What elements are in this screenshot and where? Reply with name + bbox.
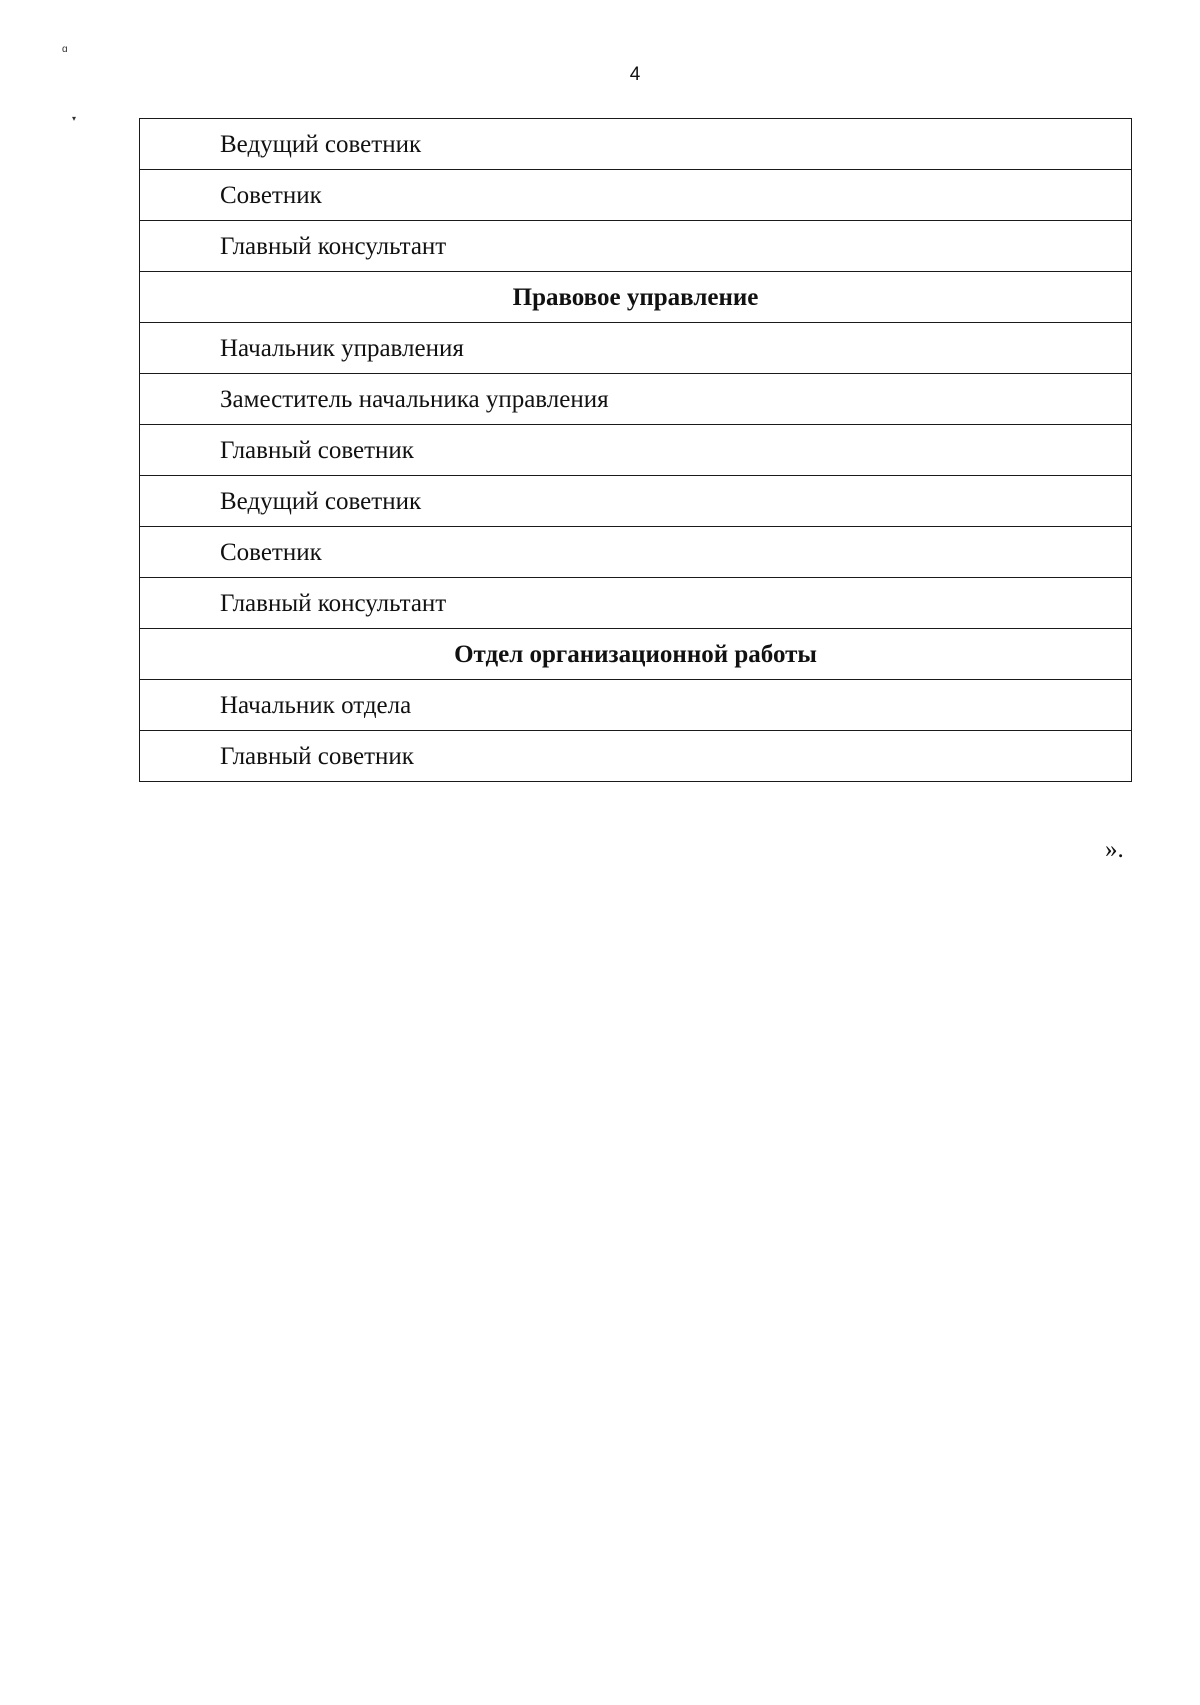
closing-quote: ». xyxy=(1105,836,1124,863)
table-body xyxy=(140,119,1132,782)
table-row xyxy=(140,221,1132,272)
table-row xyxy=(140,476,1132,527)
position-title: Главный консультант xyxy=(140,221,1132,272)
table-row xyxy=(140,170,1132,221)
position-title: Ведущий советник xyxy=(140,476,1132,527)
table-row xyxy=(140,680,1132,731)
position-title: Советник xyxy=(140,170,1132,221)
section-header-row xyxy=(140,629,1132,680)
scan-speck: ɑ xyxy=(62,44,68,55)
position-title: Главный советник xyxy=(140,425,1132,476)
table-row xyxy=(140,374,1132,425)
section-title: Отдел организационной работы xyxy=(140,629,1132,680)
table-row xyxy=(140,323,1132,374)
scan-speck: ▾ xyxy=(72,114,77,123)
position-title: Советник xyxy=(140,527,1132,578)
position-title: Ведущий советник xyxy=(140,119,1132,170)
table-row xyxy=(140,425,1132,476)
table-row xyxy=(140,119,1132,170)
position-title: Главный советник xyxy=(140,731,1132,782)
position-title: Начальник отдела xyxy=(140,680,1132,731)
section-title: Правовое управление xyxy=(140,272,1132,323)
position-title: Заместитель начальника управления xyxy=(140,374,1132,425)
table-row xyxy=(140,527,1132,578)
position-title: Начальник управления xyxy=(140,323,1132,374)
page-number: 4 xyxy=(629,64,641,85)
positions-table xyxy=(139,118,1132,782)
table-row xyxy=(140,578,1132,629)
section-header-row xyxy=(140,272,1132,323)
table-row xyxy=(140,731,1132,782)
position-title: Главный консультант xyxy=(140,578,1132,629)
